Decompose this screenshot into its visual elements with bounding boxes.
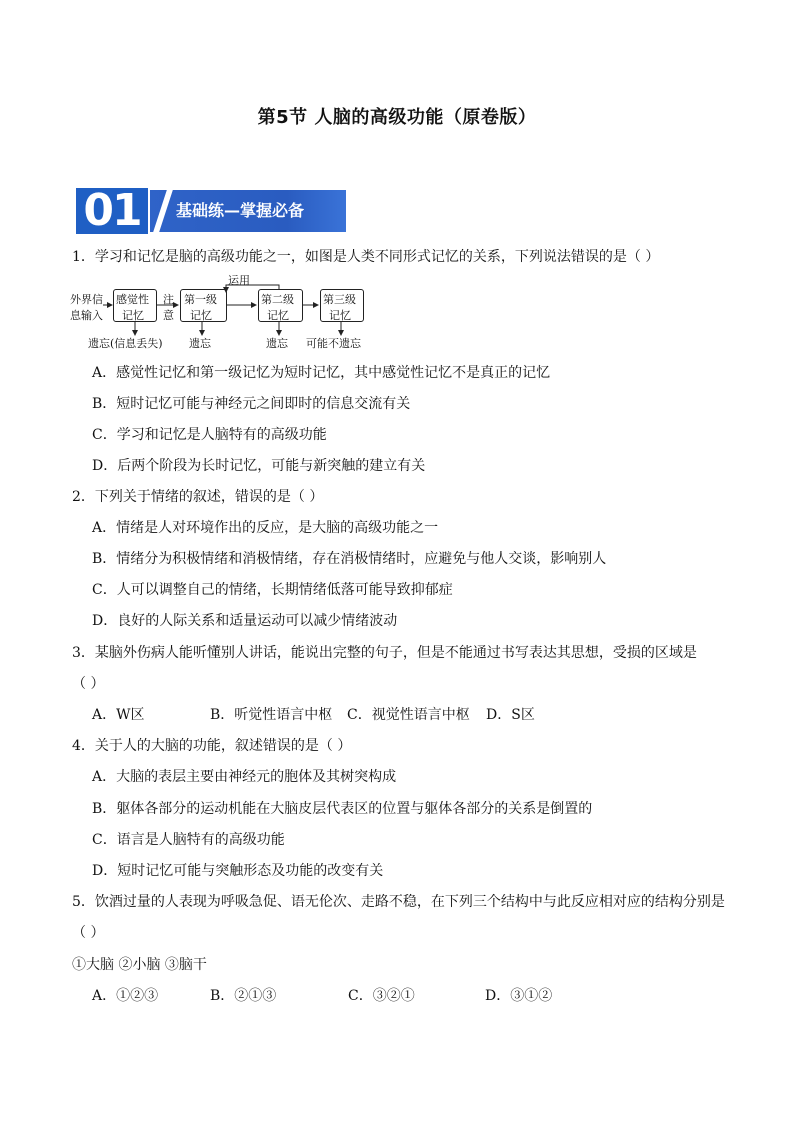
- q4-option-a: A．大脑的表层主要由神经元的胞体及其树突构成: [92, 769, 397, 785]
- forget-label-3: 遗忘: [266, 337, 288, 350]
- attention-label-2: 意: [163, 309, 174, 322]
- q4-option-b: B．躯体各部分的运动机能在大脑皮层代表区的位置与躯体各部分的关系是倒置的: [92, 801, 593, 817]
- question-3-stem-cont: （ ）: [72, 676, 105, 692]
- q4-option-c: C．语言是人脑特有的高级功能: [92, 832, 285, 848]
- attention-label-1: 注: [163, 293, 174, 306]
- question-4-stem: 4．关于人的大脑的功能，叙述错误的是（ ）: [72, 738, 352, 754]
- input-label-2: 息输入: [70, 309, 103, 322]
- q5-option-c: C．③②①: [348, 988, 415, 1004]
- q5-option-a: A．①②③: [92, 988, 159, 1004]
- forget-label-1: 遗忘(信息丢失): [88, 337, 163, 350]
- question-2-stem: 2．下列关于情绪的叙述，错误的是（ ）: [72, 489, 324, 505]
- third-label-2: 记忆: [329, 309, 351, 322]
- q3-options-row: [92, 705, 535, 725]
- memory-diagram: [70, 274, 390, 354]
- third-label-1: 第三级: [323, 293, 356, 306]
- q2-option-c: C．人可以调整自己的情绪，长期情绪低落可能导致抑郁症: [92, 582, 453, 598]
- first-label-1: 第一级: [184, 293, 217, 306]
- use-label: 运用: [228, 274, 250, 287]
- q4-option-d: D．短时记忆可能与突触形态及功能的改变有关: [92, 863, 384, 879]
- q1-option-a: A．感觉性记忆和第一级记忆为短时记忆，其中感觉性记忆不是真正的记忆: [92, 365, 551, 381]
- q5-option-d: D．③①②: [485, 988, 553, 1004]
- sensory-label-1: 感觉性: [116, 293, 149, 306]
- never-forget-label: 可能不遗忘: [306, 337, 361, 350]
- section-label: 基础练—掌握必备: [176, 201, 305, 220]
- second-label-2: 记忆: [267, 309, 289, 322]
- q2-option-a: A．情绪是人对环境作出的反应，是大脑的高级功能之一: [92, 520, 439, 536]
- q3-option-c: C．视觉性语言中枢: [347, 707, 470, 723]
- q3-option-b: B．听觉性语言中枢: [210, 707, 333, 723]
- q3-option-d: D．S区: [486, 707, 535, 723]
- section-banner: [76, 185, 346, 236]
- section-number: 01: [83, 185, 141, 236]
- page-title: 第5节 人脑的高级功能（原卷版）: [257, 107, 537, 128]
- q1-option-c: C．学习和记忆是人脑特有的高级功能: [92, 427, 327, 443]
- q5-options-row: [92, 986, 552, 1006]
- q1-option-b: B．短时记忆可能与神经元之间即时的信息交流有关: [92, 396, 411, 412]
- input-label-1: 外界信: [70, 293, 103, 306]
- q5-option-b: B．②①③: [210, 988, 277, 1004]
- q2-option-d: D．良好的人际关系和适量运动可以减少情绪波动: [92, 613, 398, 629]
- second-label-1: 第二级: [261, 293, 294, 306]
- question-1-stem: 1．学习和记忆是脑的高级功能之一，如图是人类不同形式记忆的关系，下列说法错误的是（ ）: [72, 249, 660, 265]
- question-5-stem-cont: （ ）: [72, 925, 105, 941]
- question-5-items: ①大脑 ②小脑 ③脑干: [72, 957, 207, 973]
- q1-option-d: D．后两个阶段为长时记忆，可能与新突触的建立有关: [92, 458, 426, 474]
- question-3-stem: 3．某脑外伤病人能听懂别人讲话，能说出完整的句子，但是不能通过书写表达其思想，受损的区域是: [72, 645, 697, 661]
- first-label-2: 记忆: [190, 309, 212, 322]
- sensory-label-2: 记忆: [122, 309, 144, 322]
- q3-option-a: A．W区: [92, 707, 145, 723]
- question-5-stem: 5．饮酒过量的人表现为呼吸急促、语无伦次、走路不稳，在下列三个结构中与此反应相对应的结构分别是: [72, 894, 725, 910]
- forget-label-2: 遗忘: [189, 337, 211, 350]
- q2-option-b: B．情绪分为积极情绪和消极情绪，存在消极情绪时，应避免与他人交谈，影响别人: [92, 551, 607, 567]
